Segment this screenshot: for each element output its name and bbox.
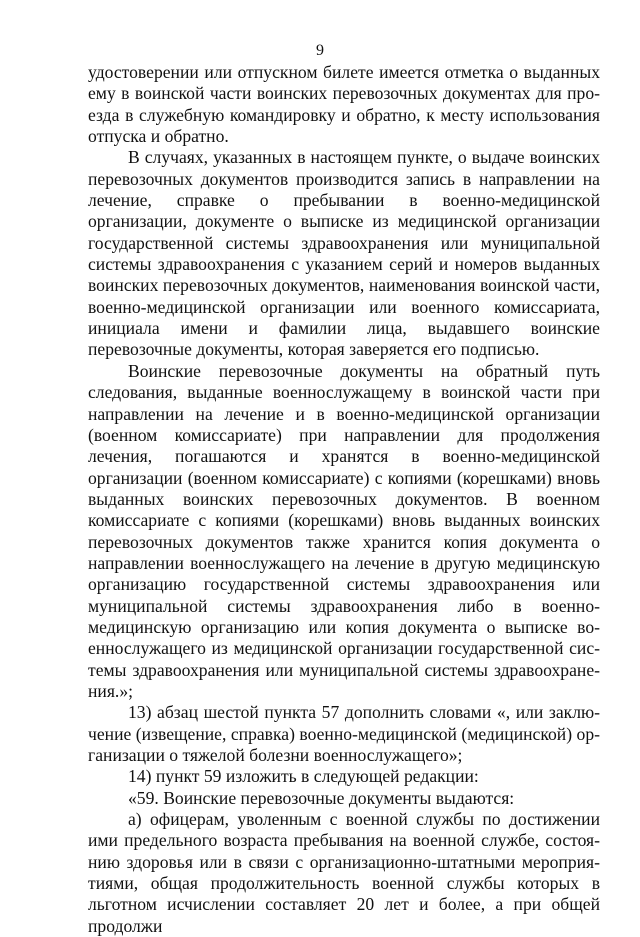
paragraph-item-14: 14) пункт 59 изложить в следующей редакции: xyxy=(128,766,479,787)
paragraph-subitem-a: а) офицерам, уволенным с военной службы по достижении ими предельного возраста пребывания на военной службе, состоянию здоровья или в связи с организационно-штатными мероприятиями, общая продолжительность военной службы которых в льготном исчислении составляет 20 лет и более, а при общей продолжи xyxy=(88,809,600,936)
body-text xyxy=(88,62,600,937)
paragraph-point-59: «59. Воинские перевозочные документы выдаются: xyxy=(128,787,515,808)
paragraph-continuation: удостоверении или отпускном билете имеется отметка о выданных ему в воинской части воинских перевозочных документах для проезда в служебную командировку и обратно, к месту использования отпуска и обратно. xyxy=(88,62,600,147)
paragraph-record-note: В случаях, указанных в настоящем пункте, о выдаче воинских перевозочных документов производится запись в направлении на лечение, справке о пребывании в военно-медицинской организации, документе о выписке из медицинской организации государственной системы здравоохранения или муниципальной системы здравоохранения с указанием серий и номеров выданных воинских перевозочных документов, наименования воинской части, военно-медицинской организации или военного комиссариата, инициала имени и фамилии лица, выдавшего воинские перевозочные документы, которая заверяется его подписью. xyxy=(88,147,600,360)
paragraph-item-13: 13) абзац шестой пункта 57 дополнить словами «, или заключение (извещение, справка) военно-медицинской (медицинской) организации о тяжелой болезни военнослужащего»; xyxy=(88,702,600,765)
page-number: 9 xyxy=(316,42,324,59)
paragraph-return-documents: Воинские перевозочные документы на обратный путь следования, выданные военнослужащему в воинской части при направлении на лечение и в военно-медицинской организации (военном комиссариате) при направлении для продолжения лечения, погашаются и хранятся в военно-медицинской организации (военном комиссариате) с копиями (корешками) вновь выданных воинских перевозочных документов. В военном комиссариате с копиями (корешками) вновь выданных воинских перевозочных документов также хранится копия документа о направлении военнослужащего на лечение в другую медицинскую организацию государственной системы здравоохранения или муниципальной системы здравоохранения либо в военно-медицинскую организацию или копия документа о выписке военнослужащего из медицинской организации государственной системы здравоохранения или муниципальной системы здравоохранения.»; xyxy=(88,360,600,701)
